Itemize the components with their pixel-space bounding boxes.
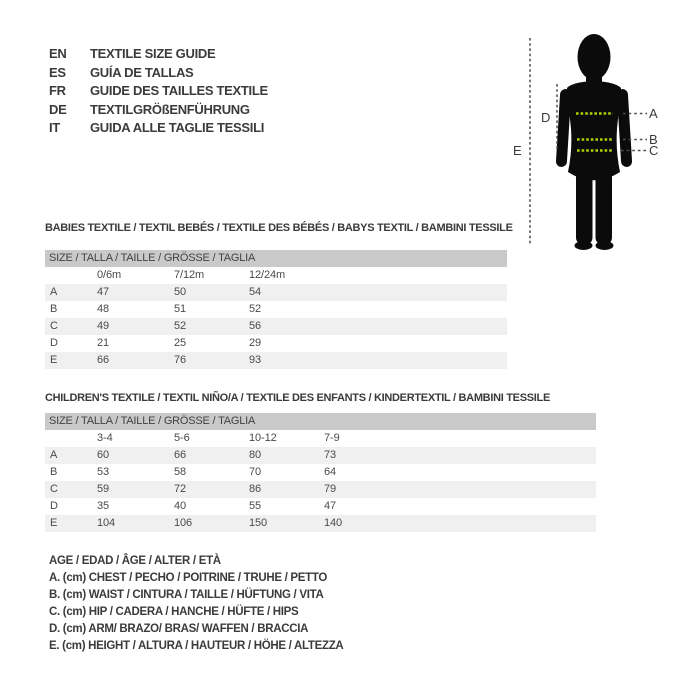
legend-age-line: AGE / EDAD / ÂGE / ALTER / ETÀ — [49, 555, 221, 567]
table-row — [45, 301, 507, 318]
babies-section-title: BABIES TEXTILE / TEXTIL BEBÉS / TEXTILE DES BÉBÉS / BABYS TEXTIL / BAMBINI TESSILE — [45, 222, 513, 234]
legend-height-line: E. (cm) HEIGHT / ALTURA / HAUTEUR / HÖHE / ALTEZZA — [49, 640, 344, 652]
measurement-diagram — [500, 25, 700, 260]
value-cell: 56 — [249, 320, 262, 332]
value-cell: 58 — [174, 466, 187, 478]
value-cell: 79 — [324, 483, 337, 495]
value-cell: 47 — [97, 286, 110, 298]
value-cell: 49 — [97, 320, 110, 332]
table-row — [45, 284, 507, 301]
value-cell: 52 — [249, 303, 262, 315]
value-cell: 150 — [249, 517, 268, 529]
size-empty-cell — [45, 267, 95, 284]
language-code: IT — [49, 120, 60, 135]
value-cell: 80 — [249, 449, 262, 461]
value-cell: 86 — [249, 483, 262, 495]
legend-chest-line: A. (cm) CHEST / PECHO / POITRINE / TRUHE / PETTO — [49, 572, 328, 584]
language-code: ES — [49, 64, 66, 80]
table-row — [45, 481, 596, 498]
size-header-cell: 5-6 — [174, 432, 190, 444]
size-header-cell: 0/6m — [97, 269, 122, 281]
language-code: FR — [49, 83, 66, 98]
table-row — [45, 335, 507, 352]
legend-arm-line: D. (cm) ARM/ BRAZO/ BRAS/ WAFFEN / BRACCIA — [49, 623, 309, 635]
children-section-title: CHILDREN'S TEXTILE / TEXTIL NIÑO/A / TEXTILE DES ENFANTS / KINDERTEXTIL / BAMBINI TESSILE — [45, 392, 550, 404]
arm-label: D — [541, 110, 551, 125]
table-header-cell: SIZE / TALLA / TAILLE / GRÖSSE / TAGLIA — [49, 252, 256, 264]
value-cell: 59 — [97, 483, 110, 495]
table-row — [45, 515, 596, 532]
value-cell: 60 — [97, 449, 110, 461]
value-cell: 51 — [174, 303, 187, 315]
value-cell: 104 — [97, 517, 116, 529]
row-label-cell: E — [50, 517, 58, 529]
row-label-cell: A — [50, 286, 58, 298]
value-cell: 70 — [249, 466, 262, 478]
language-code: EN — [49, 46, 67, 61]
language-code: DE — [49, 101, 67, 117]
value-cell: 53 — [97, 466, 110, 478]
legend-waist-line: B. (cm) WAIST / CINTURA / TAILLE / HÜFTUNG / VITA — [49, 589, 324, 601]
value-cell: 21 — [97, 337, 110, 349]
value-cell: 64 — [324, 466, 337, 478]
table-row — [45, 413, 596, 430]
value-cell: 72 — [174, 483, 187, 495]
size-empty-cell — [45, 430, 95, 447]
language-header — [49, 45, 268, 138]
value-cell: 140 — [324, 517, 343, 529]
row-label-cell: D — [50, 337, 58, 349]
chest-label: A — [649, 106, 658, 121]
table-row — [45, 352, 507, 369]
row-label-cell: C — [50, 320, 58, 332]
waist-label: B — [649, 132, 658, 147]
guide-title-fr: GUIDE DES TAILLES TEXTILE — [90, 83, 268, 98]
table-row — [45, 267, 507, 284]
size-header-cell: 10-12 — [249, 432, 277, 444]
value-cell: 52 — [174, 320, 187, 332]
height-label: E — [513, 143, 522, 158]
value-cell: 50 — [174, 286, 187, 298]
row-label-cell: B — [50, 466, 58, 478]
value-cell: 76 — [174, 354, 187, 366]
size-header-cell: 12/24m — [249, 269, 286, 281]
children-size-table — [45, 413, 596, 532]
table-row — [45, 498, 596, 515]
value-cell: 48 — [97, 303, 110, 315]
guide-title-de: TEXTILGRÖßENFÜHRUNG — [90, 101, 250, 117]
language-row — [49, 64, 268, 83]
hip-label: C — [649, 143, 659, 158]
value-cell: 25 — [174, 337, 187, 349]
size-header-cell: 7/12m — [174, 269, 205, 281]
value-cell: 66 — [174, 449, 187, 461]
value-cell: 55 — [249, 500, 262, 512]
babies-size-table — [45, 250, 507, 369]
value-cell: 47 — [324, 500, 337, 512]
language-row — [49, 119, 268, 138]
value-cell: 66 — [97, 354, 110, 366]
measurement-legend — [49, 553, 343, 655]
table-row — [45, 318, 507, 335]
guide-title-it: GUIDA ALLE TAGLIE TESSILI — [90, 120, 265, 135]
value-cell: 35 — [97, 500, 110, 512]
row-label-cell: B — [50, 303, 58, 315]
child-silhouette — [556, 34, 633, 250]
size-header-cell: 3-4 — [97, 432, 113, 444]
table-row — [45, 430, 596, 447]
value-cell: 54 — [249, 286, 262, 298]
size-header-cell: 7-9 — [324, 432, 340, 444]
guide-title-en: TEXTILE SIZE GUIDE — [90, 46, 216, 61]
table-header-cell: SIZE / TALLA / TAILLE / GRÖSSE / TAGLIA — [49, 415, 256, 427]
row-label-cell: A — [50, 449, 58, 461]
table-row — [45, 447, 596, 464]
value-cell: 40 — [174, 500, 187, 512]
value-cell: 106 — [174, 517, 193, 529]
legend-hip-line: C. (cm) HIP / CADERA / HANCHE / HÜFTE / HIPS — [49, 606, 299, 618]
table-row — [45, 250, 507, 267]
guide-title-es: GUÍA DE TALLAS — [90, 64, 194, 80]
language-row — [49, 82, 268, 101]
row-label-cell: C — [50, 483, 58, 495]
value-cell: 29 — [249, 337, 262, 349]
row-label-cell: D — [50, 500, 58, 512]
language-row — [49, 45, 268, 64]
value-cell: 93 — [249, 354, 262, 366]
table-row — [45, 464, 596, 481]
value-cell: 73 — [324, 449, 337, 461]
language-row — [49, 101, 268, 120]
row-label-cell: E — [50, 354, 58, 366]
